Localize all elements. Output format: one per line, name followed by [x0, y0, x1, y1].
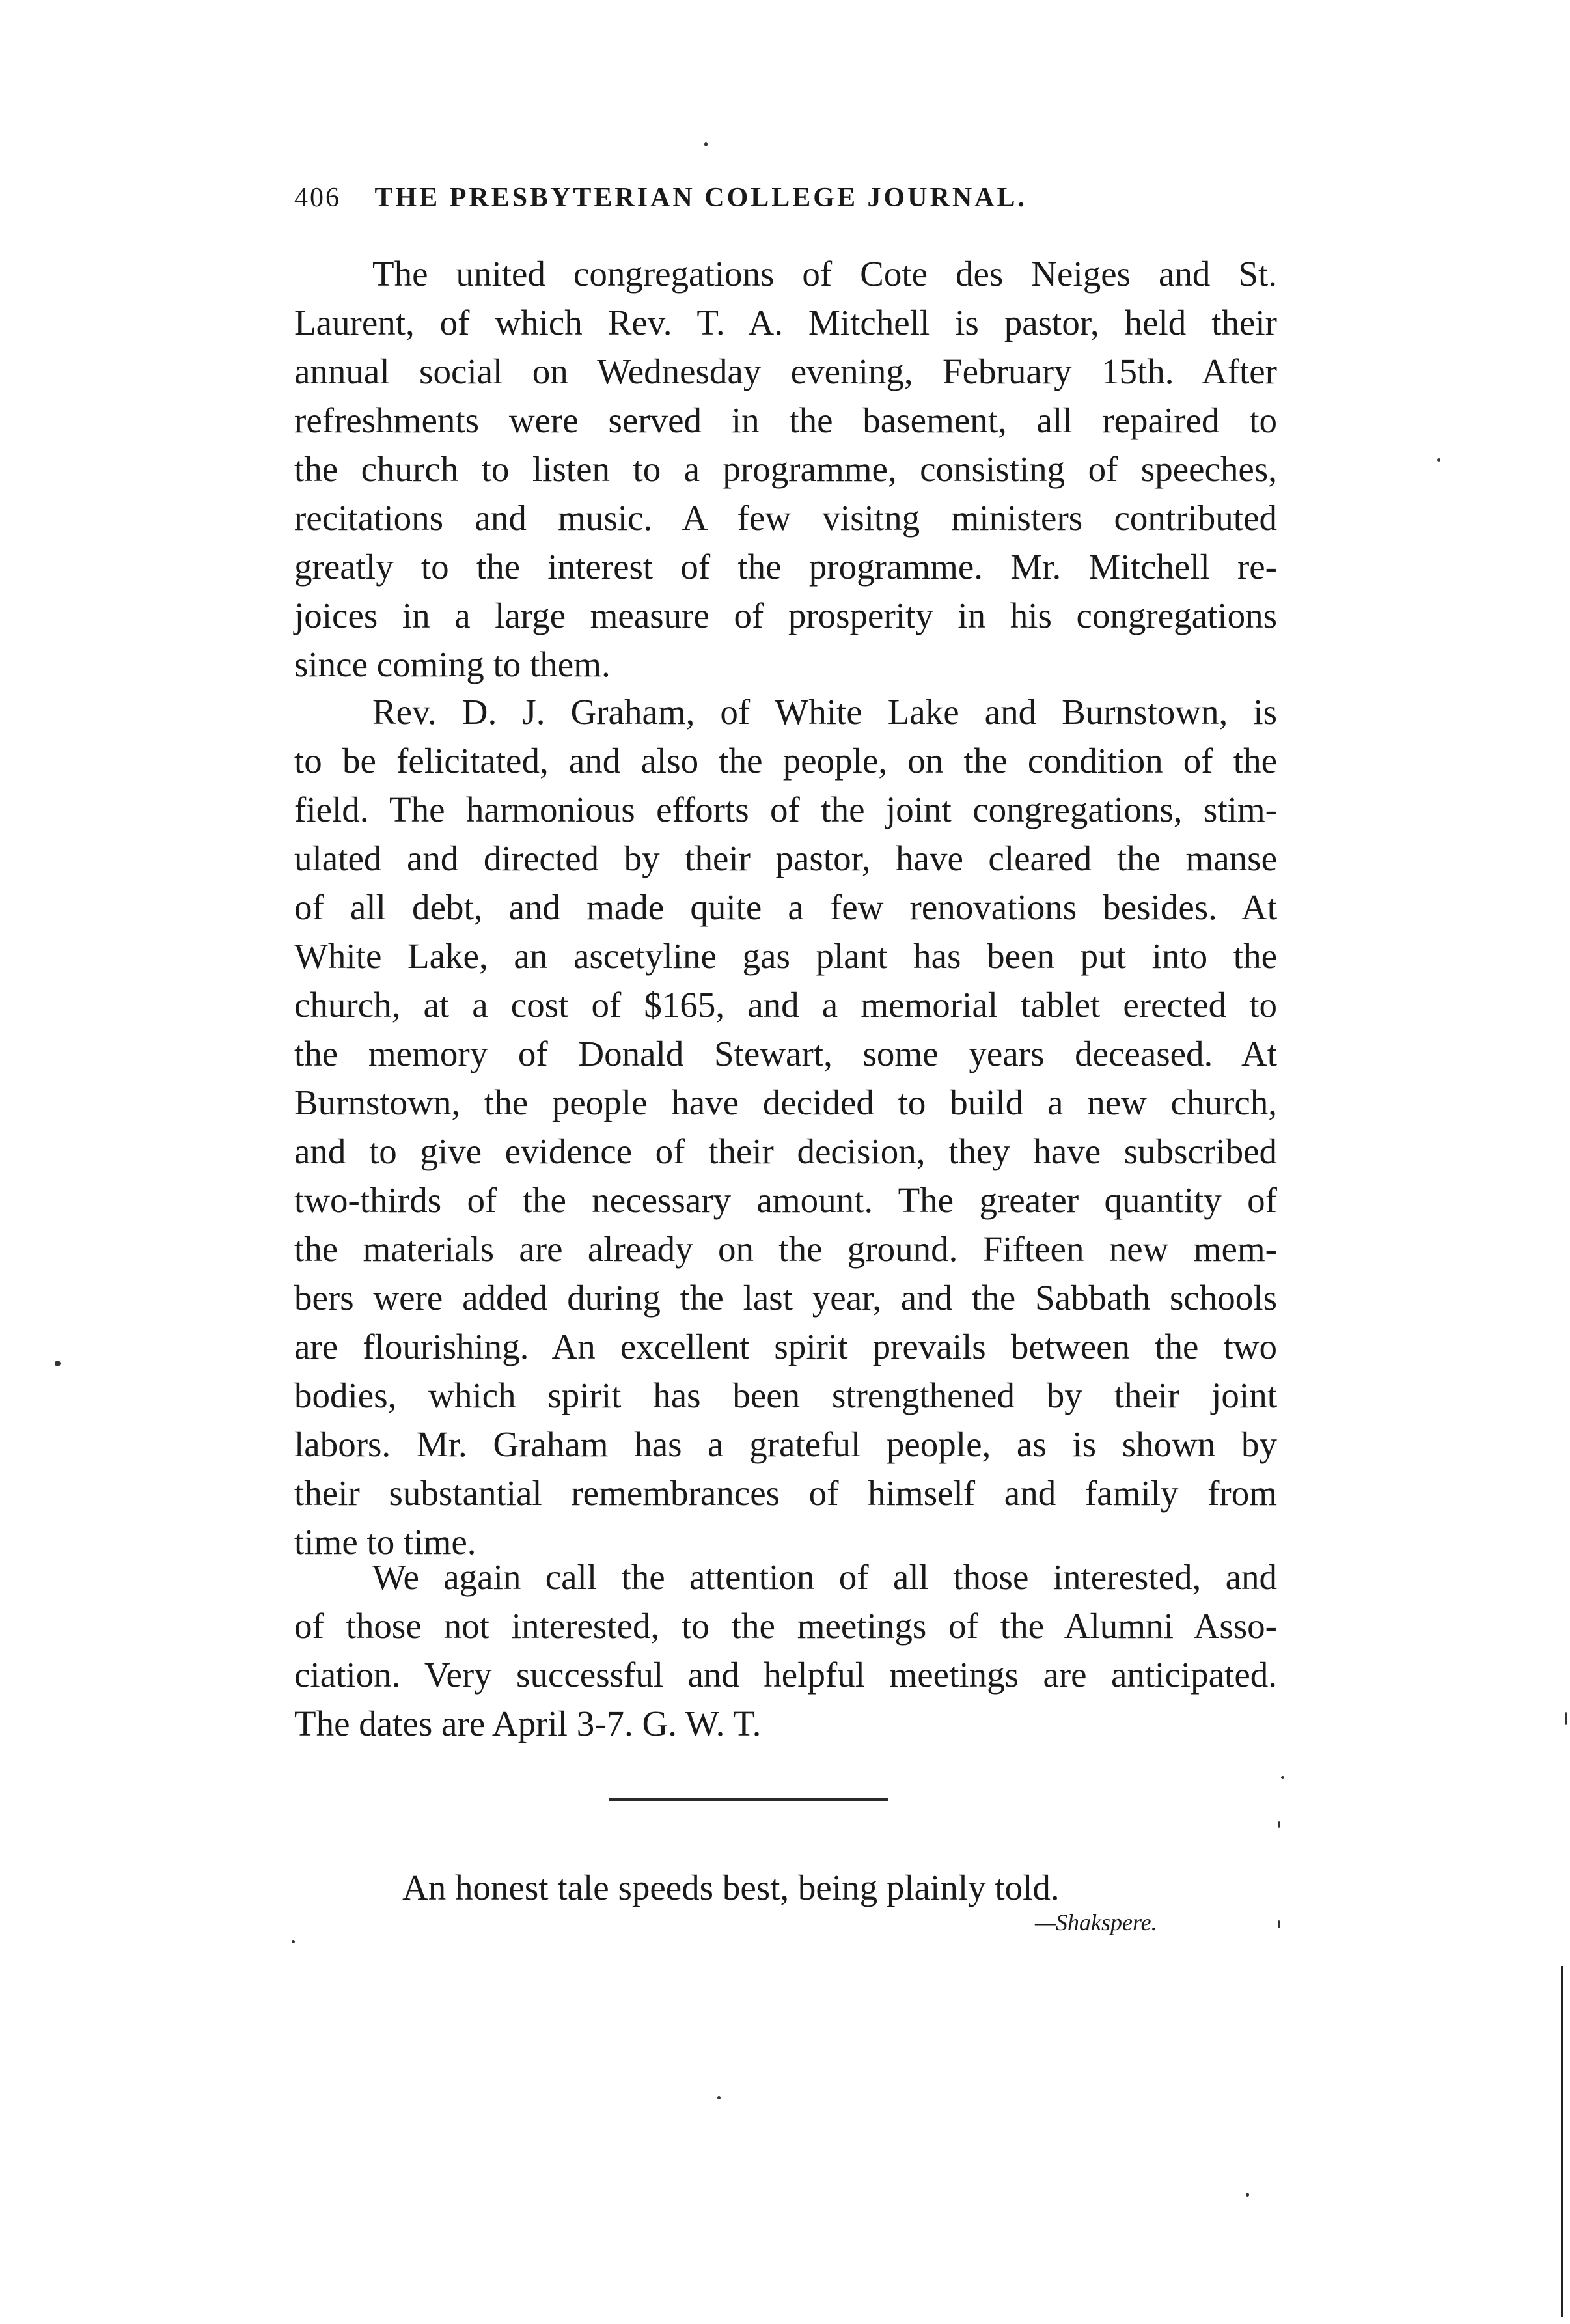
paragraph-cote-des-neiges: [294, 249, 1277, 689]
text-line: ulated and directed by their pastor, have cleared the manse: [294, 838, 1277, 878]
scan-speck: [717, 2096, 721, 2099]
text-line: of all debt, and made quite a few renovations besides. At: [294, 887, 1277, 927]
text-line: the church to listen to a programme, consisting of speeches,: [294, 449, 1277, 489]
text-line: The united congregations of Cote des Neiges and St.: [372, 254, 1277, 294]
paragraph-alumni-association: [294, 1553, 1277, 1748]
paragraph-white-lake-burnstown: [294, 687, 1277, 1566]
text-line: We again call the attention of all those interested, and: [372, 1557, 1277, 1597]
scan-speck: [1281, 1776, 1284, 1779]
text-line: greatly to the interest of the programme. Mr. Mitchell re-: [294, 547, 1277, 587]
text-line: joices in a large measure of prosperity in his congregations: [294, 596, 1277, 635]
page-number: 406: [294, 183, 341, 213]
scan-edge: [1561, 1966, 1563, 2317]
quote-attribution: —Shakspere.: [1035, 1909, 1157, 1935]
scan-speck: [1565, 1712, 1567, 1725]
scan-speck: [1278, 1920, 1280, 1928]
text-line: ciation. Very successful and helpful meetings are anticipated.: [294, 1655, 1277, 1695]
text-line: time to time.: [294, 1522, 476, 1562]
text-line: church, at a cost of $165, and a memorial tablet erected to: [294, 985, 1277, 1025]
scan-speck: [704, 142, 708, 146]
text-line: Rev. D. J. Graham, of White Lake and Burnstown, is: [372, 692, 1277, 732]
text-line: are flourishing. An excellent spirit prevails between the two: [294, 1327, 1277, 1366]
text-line: White Lake, an ascetyline gas plant has been put into the: [294, 936, 1277, 976]
text-line: refreshments were served in the basement, all repaired to: [294, 400, 1277, 440]
section-divider: [609, 1798, 888, 1801]
text-line: their substantial remembrances of himself and family from: [294, 1473, 1277, 1513]
text-line: to be felicitated, and also the people, on the condition of the: [294, 741, 1277, 781]
text-line: bodies, which spirit has been strengthened by their joint: [294, 1376, 1277, 1415]
text-line: bers were added during the last year, and the Sabbath schools: [294, 1278, 1277, 1318]
page-header: [294, 172, 1284, 224]
journal-title: THE PRESBYTERIAN COLLEGE JOURNAL.: [374, 183, 1027, 213]
text-line: and to give evidence of their decision, they have subscribed: [294, 1131, 1277, 1171]
text-line: Burnstown, the people have decided to build a new church,: [294, 1083, 1277, 1122]
closing-quote: An honest tale speeds best, being plainly told.: [402, 1868, 1060, 1907]
text-line: the memory of Donald Stewart, some years deceased. At: [294, 1034, 1277, 1073]
dates-text: The dates are April 3-7.: [294, 1704, 633, 1743]
text-line: recitations and music. A few visitng ministers contributed: [294, 498, 1277, 538]
text-line: Laurent, of which Rev. T. A. Mitchell is pastor, held their: [294, 303, 1277, 342]
scan-speck: [1278, 1821, 1280, 1828]
scan-speck: [1437, 458, 1440, 462]
text-line: annual social on Wednesday evening, February 15th. After: [294, 352, 1277, 391]
text-line: since coming to them.: [294, 644, 611, 684]
scan-speck: [1246, 2193, 1249, 2197]
text-line: the materials are already on the ground. Fifteen new mem-: [294, 1229, 1277, 1269]
text-line: field. The harmonious efforts of the joint congregations, stim-: [294, 790, 1277, 829]
text-line: labors. Mr. Graham has a grateful people, as is shown by: [294, 1424, 1277, 1464]
scan-speck: [55, 1361, 61, 1366]
scan-speck: [292, 1940, 295, 1943]
text-line: of those not interested, to the meetings of the Alumni Asso-: [294, 1606, 1277, 1646]
author-signature: G. W. T.: [642, 1704, 762, 1743]
text-line: two-thirds of the necessary amount. The greater quantity of: [294, 1180, 1277, 1220]
closing-line: [294, 1699, 1277, 1748]
